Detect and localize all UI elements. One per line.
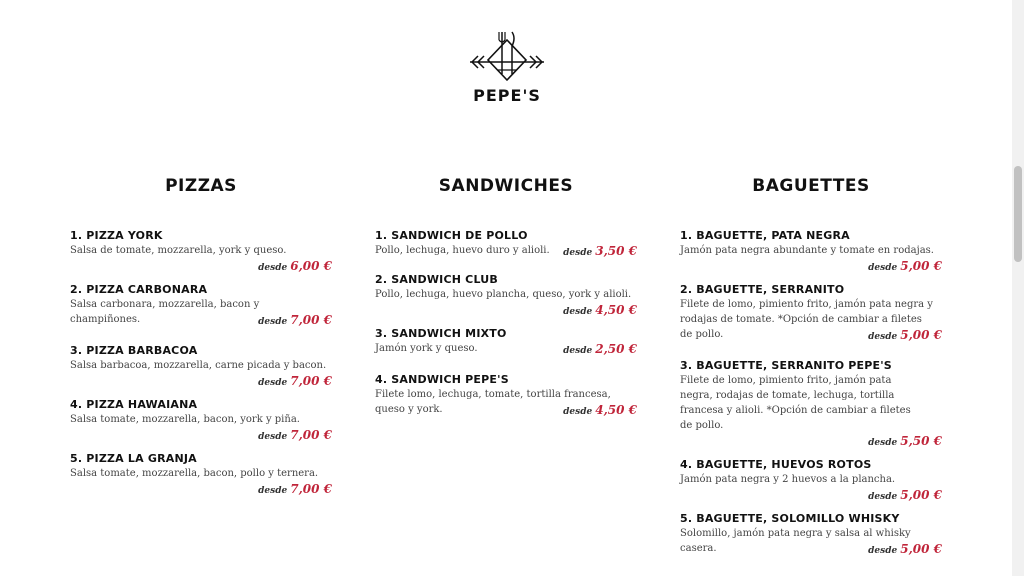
scrollbar-thumb[interactable] xyxy=(1014,166,1022,262)
item-description: Salsa de tomate, mozzarella, york y queso. xyxy=(70,245,287,256)
menu-item xyxy=(680,358,942,450)
item-price: 4,50 € xyxy=(595,403,637,417)
item-name: 3. PIZZA BARBACOA xyxy=(70,344,198,357)
item-price: 5,50 € xyxy=(900,434,942,448)
item-description: Filete lomo, lechuga, tomate, tortilla francesa, queso y york. xyxy=(375,389,611,415)
desde-label: desde xyxy=(563,307,593,317)
menu-item xyxy=(375,272,637,319)
menu-item xyxy=(70,343,332,390)
price-line xyxy=(680,433,942,450)
item-price: 7,00 € xyxy=(290,374,332,388)
item-name: 4. BAGUETTE, HUEVOS ROTOS xyxy=(680,458,872,471)
item-description: Filete de lomo, pimiento frito, jamón pata negra, rodajas de tomate, lechuga, tortilla francesa y alioli. *Opción de cambiar a filetes de pollo. xyxy=(680,375,911,431)
item-description: Jamón pata negra y 2 huevos a la plancha. xyxy=(680,474,896,485)
price-line xyxy=(70,258,332,275)
item-description: Salsa tomate, mozzarella, bacon, pollo y ternera. xyxy=(70,468,319,479)
menu-item xyxy=(70,228,332,275)
section-title-sandwiches: SANDWICHES xyxy=(438,176,574,196)
item-description: Jamón york y queso. xyxy=(375,343,478,354)
price-line xyxy=(375,302,637,319)
item-name: 1. BAGUETTE, PATA NEGRA xyxy=(680,229,850,242)
item-name: 1. SANDWICH DE POLLO xyxy=(375,229,528,242)
item-price: 2,50 € xyxy=(595,342,637,356)
price-line xyxy=(70,427,332,444)
item-price: 7,00 € xyxy=(290,313,332,327)
desde-label: desde xyxy=(868,492,898,502)
price-line xyxy=(680,258,942,275)
item-description: Pollo, lechuga, huevo duro y alioli. xyxy=(375,245,550,256)
price-line xyxy=(680,487,942,504)
item-name: 1. PIZZA YORK xyxy=(70,229,163,242)
item-name: 4. SANDWICH PEPE'S xyxy=(375,373,509,386)
price-line xyxy=(680,541,942,558)
item-price: 5,00 € xyxy=(900,488,942,502)
item-price: 5,00 € xyxy=(900,328,942,342)
menu-column-pizzas xyxy=(70,176,332,505)
section-title-pizzas: PIZZAS xyxy=(165,176,237,196)
item-description: Solomillo, jamón pata negra y salsa al whisky casera. xyxy=(680,528,911,554)
item-name: 5. PIZZA LA GRANJA xyxy=(70,452,197,465)
item-description: Salsa tomate, mozzarella, bacon, york y piña. xyxy=(70,414,300,425)
menu-item xyxy=(680,457,942,504)
desde-label: desde xyxy=(868,263,898,273)
menu-column-baguettes xyxy=(680,176,942,565)
item-name: 5. BAGUETTE, SOLOMILLO WHISKY xyxy=(680,512,900,525)
brand-logo[interactable] xyxy=(468,28,546,108)
desde-label: desde xyxy=(258,486,288,496)
desde-label: desde xyxy=(868,332,898,342)
menu-item xyxy=(375,326,637,358)
item-price: 5,00 € xyxy=(900,542,942,556)
item-price: 3,50 € xyxy=(595,244,637,258)
item-description: Salsa barbacoa, mozzarella, carne picada y bacon. xyxy=(70,360,327,371)
price-line xyxy=(70,373,332,390)
desde-label: desde xyxy=(563,346,593,356)
item-description: Jamón pata negra abundante y tomate en rodajas. xyxy=(680,245,934,256)
item-price: 4,50 € xyxy=(595,303,637,317)
desde-label: desde xyxy=(258,432,288,442)
fork-knife-arrow-logo-icon xyxy=(468,28,546,84)
item-description: Filete de lomo, pimiento frito, jamón pata negra y rodajas de tomate. *Opción de cambiar a filetes de pollo. xyxy=(680,299,933,340)
item-name: 2. SANDWICH CLUB xyxy=(375,273,498,286)
menu-item xyxy=(70,282,332,329)
menu-item xyxy=(680,511,942,558)
desde-label: desde xyxy=(563,407,593,417)
desde-label: desde xyxy=(258,317,288,327)
item-price: 5,00 € xyxy=(900,259,942,273)
item-name: 3. SANDWICH MIXTO xyxy=(375,327,507,340)
desde-label: desde xyxy=(868,546,898,556)
menu-item xyxy=(375,372,637,419)
item-price: 6,00 € xyxy=(290,259,332,273)
price-line xyxy=(70,481,332,498)
desde-label: desde xyxy=(258,378,288,388)
item-description: Salsa carbonara, mozzarella, bacon y champiñones. xyxy=(70,299,260,325)
item-name: 2. BAGUETTE, SERRANITO xyxy=(680,283,845,296)
menu-item xyxy=(375,228,637,260)
brand-name: PEPE'S xyxy=(473,86,541,105)
menu-item xyxy=(680,228,942,275)
desde-label: desde xyxy=(258,263,288,273)
item-price: 7,00 € xyxy=(290,428,332,442)
item-description: Pollo, lechuga, huevo plancha, queso, york y alioli. xyxy=(375,289,632,300)
item-name: 4. PIZZA HAWAIANA xyxy=(70,398,198,411)
section-title-baguettes: BAGUETTES xyxy=(752,176,870,196)
menu-item xyxy=(70,451,332,498)
menu-column-sandwiches xyxy=(375,176,637,426)
vertical-scrollbar[interactable] xyxy=(1012,0,1024,576)
desde-label: desde xyxy=(868,438,898,448)
desde-label: desde xyxy=(563,248,593,258)
menu-item xyxy=(70,397,332,444)
item-price: 7,00 € xyxy=(290,482,332,496)
item-name: 3. BAGUETTE, SERRANITO PEPE'S xyxy=(680,359,892,372)
item-name: 2. PIZZA CARBONARA xyxy=(70,283,208,296)
menu-item xyxy=(680,282,942,344)
